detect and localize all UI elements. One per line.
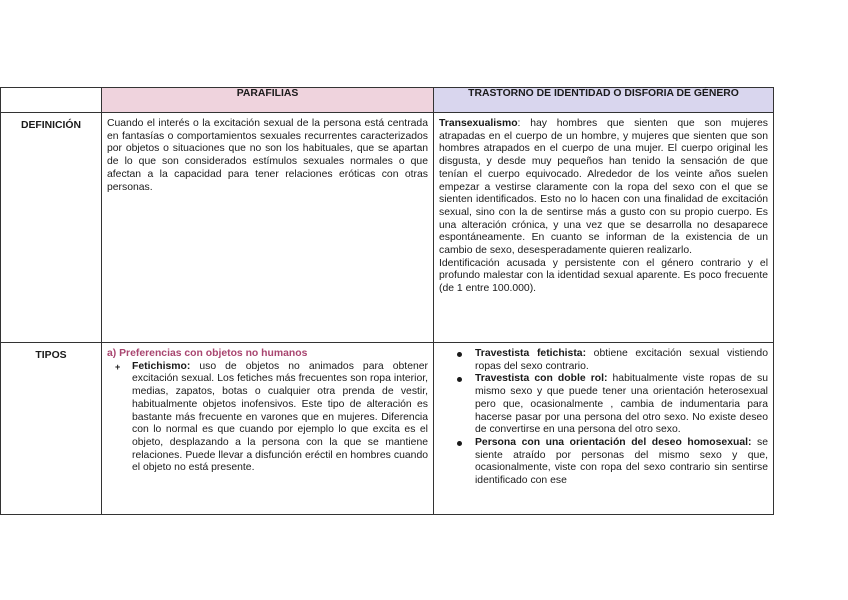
item-term: Persona con una orientación del deseo homosexual: [475, 436, 752, 448]
header-trastorno: TRASTORNO DE IDENTIDAD O DISFORIA DE GÉNERO [434, 88, 774, 113]
parafilias-subheading: a) Preferencias con objetos no humanos [107, 348, 308, 359]
item-term: Travestista con doble rol: [475, 373, 608, 385]
list-item [475, 437, 768, 488]
tipos-trastorno-cell [434, 343, 774, 515]
definicion-trastorno-paragraph [439, 118, 768, 258]
list-item [132, 361, 428, 475]
item-text: habitualmente viste ropas de su mismo sexo y que puede tener una orientación heterosexual pero que, ocasionalmente , cambia de indumentaria para hacerse pasar por una persona del otro sexo. No existe deseo de convertirse en una persona del otro sexo. [475, 373, 768, 436]
parafilias-list [107, 361, 428, 475]
row-label-tipos: TIPOS [1, 343, 102, 515]
tipos-parafilias-cell [102, 343, 434, 515]
table-header-row [1, 88, 774, 113]
table-row-definicion [1, 113, 774, 343]
tipos-parafilias-content [107, 348, 428, 508]
definicion-trastorno-cell [434, 113, 774, 343]
tipos-trastorno-content [439, 348, 768, 508]
fetichismo-text: uso de objetos no animados para obtener excitación sexual. Los fetiches más frecuentes son ropa interior, medias, zapatos, botas o cualquier otra prenda de vestir, habitualmente objetos inofensivos. Este tipo de alteración es bastante más frecuente en varones que en mujeres. Diferencia con lo normal es que cuando por ejemplo lo que excita es el objeto, desplazando a la persona con la que se mantiene relaciones. Puede llevar a disfunción eréctil en hombres cuando el objeto no está presente. [132, 360, 428, 474]
header-blank-cell [1, 88, 102, 113]
transexualismo-text: : hay hombres que sienten que son mujeres atrapadas en el cuerpo de un hombre, y mujeres que sienten que son hombres atrapados en el cuerpo de una mujer. El cuerpo original les disgusta, y desde muy pequeños han tenido la sensación de que tenían el cuerpo equivocado. Alrededor de los veinte años suelen empezar a vestirse claramente con la ropa del sexo con el que se sienten identificados. Esto no lo hacen con una finalidad de excitación sexual, sino con la de sentirse más a gusto con su propio cuerpo. Es una alteración crónica, y una vez que se desarrolla no desaparece espontáneamente. En cuanto se informan de la existencia de un cambio de sexo, desesperadamente quieren realizarlo. [439, 118, 768, 257]
definicion-trastorno-paragraph-2: Identificación acusada y persistente con el género contrario y el profundo malestar con la identidad sexual aparente. Es poco frecuente (de 1 entre 100.000). [439, 257, 768, 295]
list-item [475, 373, 768, 437]
comparison-table [0, 87, 774, 515]
item-text: se siente atraído por personas del mismo sexo y que, ocasionalmente, viste con ropa del sexo contrario sin sentirse identificado con ese [475, 436, 768, 487]
fetichismo-term: Fetichismo: [132, 360, 191, 372]
trastorno-list [439, 348, 768, 488]
row-label-definicion: DEFINICIÓN [1, 113, 102, 343]
item-term: Travestista fetichista: [475, 348, 587, 359]
transexualismo-term: Transexualismo [439, 118, 518, 129]
table-row-tipos [1, 343, 774, 515]
definicion-parafilias-text: Cuando el interés o la excitación sexual de la persona está centrada en fantasías o comportamientos sexuales recurrentes caracterizados por objetos o situaciones que no son los habituales, que se apartan de lo que son considerados estímulos sexuales normales o que afectan a la capacidad para tener relaciones eróticas con otras personas. [107, 118, 428, 193]
list-item [475, 348, 768, 373]
header-parafilias: PARAFILIAS [102, 88, 434, 113]
definicion-parafilias-cell [102, 113, 434, 343]
item-text: obtiene excitación sexual vistiendo ropas del sexo contrario. [475, 348, 768, 372]
